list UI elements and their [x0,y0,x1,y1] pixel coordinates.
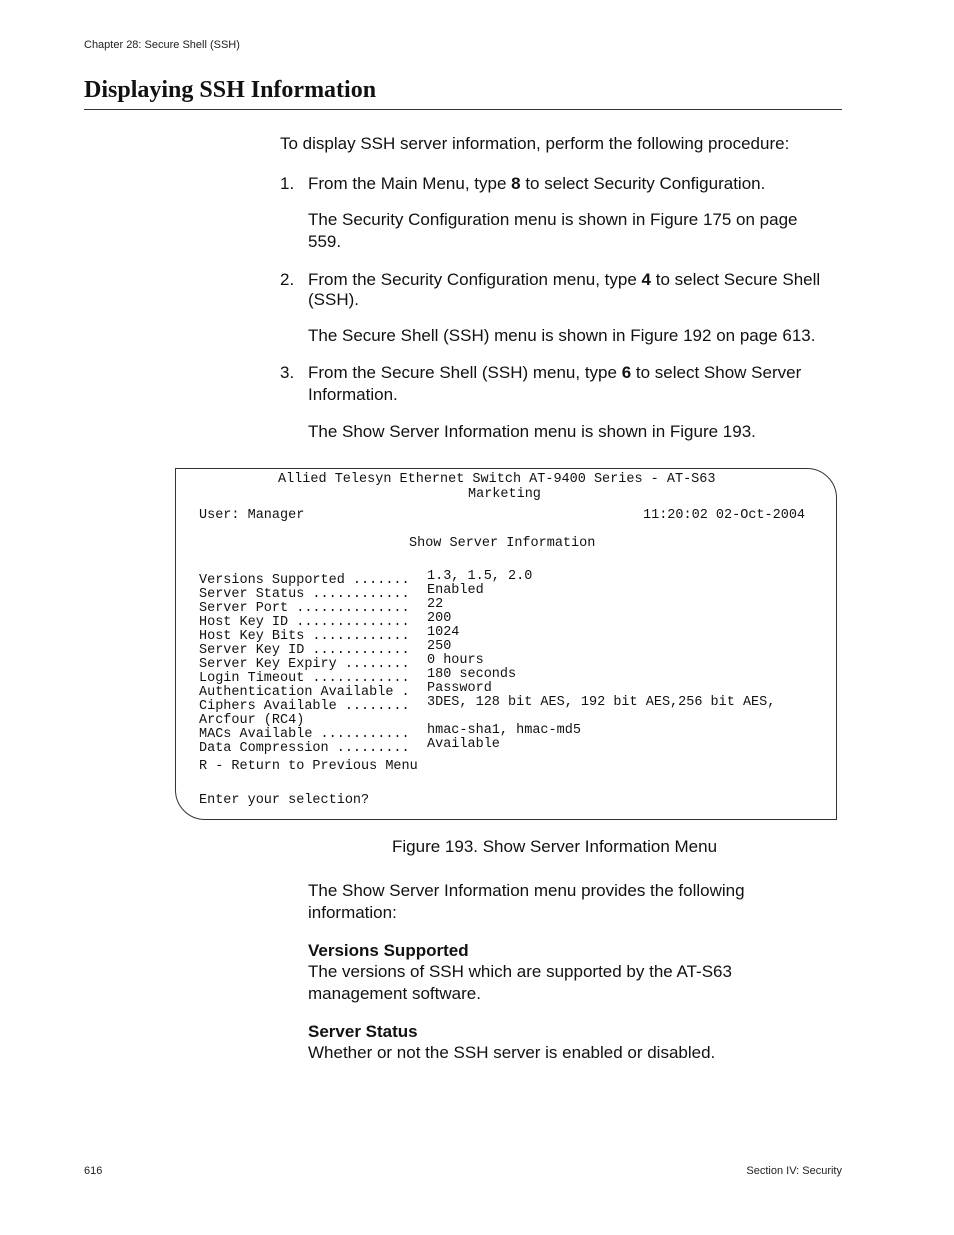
step-note: The Security Configuration menu is shown in Figure 175 on page [308,210,798,229]
step-note-cont: 559. [308,232,342,251]
step-key: 4 [641,270,652,289]
terminal-row-label: MACs Available ........... [199,727,410,742]
terminal-row [199,611,452,630]
step-text: From the Secure Shell (SSH) menu, type 6 to select Show Server [308,363,802,382]
field-definition-cont: management software. [308,984,481,1003]
field-term: Server Status [308,1022,418,1041]
terminal-row [199,695,776,714]
terminal-row-value: Available [427,737,500,752]
terminal-row-value: 1.3, 1.5, 2.0 [427,569,533,584]
terminal-menu-title: Show Server Information [409,536,596,551]
step-text-cont: Information. [308,385,398,404]
terminal-row [199,583,484,602]
terminal-row-value: 22 [427,597,444,612]
figure-caption: Figure 193. Show Server Information Menu [392,837,718,856]
description-text-cont: information: [308,903,397,922]
step-number: 3. [280,363,295,382]
terminal-row-value: 180 seconds [427,667,517,682]
terminal-row [199,569,533,588]
step-note: The Show Server Information menu is shown in Figure 193. [308,422,756,441]
terminal-row-label: Server Key ID ............ [199,643,410,658]
terminal-row [199,653,484,672]
step-key: 6 [621,363,632,382]
section-footer: Section IV: Security [746,1165,842,1177]
step-text: From the Security Configuration menu, type 4 to select Secure Shell [308,270,821,289]
terminal-row [199,597,444,616]
step-number: 1. [280,174,295,193]
field-definition: Whether or not the SSH server is enabled or disabled. [308,1043,716,1062]
page-title: Displaying SSH Information [84,77,377,103]
terminal-row-label: Host Key ID .............. [199,615,410,630]
terminal-row-label: Host Key Bits ............ [199,629,410,644]
step-text-cont: (SSH). [308,290,359,309]
title-rule [84,109,842,110]
terminal-row-value: 250 [427,639,452,654]
terminal-row-label: Server Port .............. [199,601,410,616]
terminal-row-value: hmac-sha1, hmac-md5 [427,723,581,738]
step-key: 8 [511,174,521,193]
page-number: 616 [84,1165,103,1177]
terminal-row-label: Data Compression ......... [199,741,410,756]
terminal-row-value: 3DES, 128 bit AES, 192 bit AES,256 bit AES, [427,695,776,710]
terminal-row [199,710,410,728]
step-number: 2. [280,270,295,289]
terminal-user: User: Manager [199,508,305,523]
terminal-row-label: Versions Supported ....... [199,573,410,588]
terminal-row-value: 0 hours [427,653,484,668]
terminal-row-label: Arcfour (RC4) [199,713,305,728]
chapter-header: Chapter 28: Secure Shell (SSH) [84,39,240,51]
terminal-datetime: 11:20:02 02-Oct-2004 [643,508,806,523]
terminal-prompt: Enter your selection? [199,793,370,808]
terminal-banner: Allied Telesyn Ethernet Switch AT-9400 Series - AT-S63 [278,472,716,487]
terminal-row [199,681,492,700]
terminal-row-value: 200 [427,611,452,626]
field-term: Versions Supported [308,941,469,960]
terminal-row-value: Password [427,681,492,696]
terminal-row [199,737,500,756]
step-text: From the Main Menu, type 8 to select Security Configuration. [308,174,766,193]
terminal-row [199,723,581,742]
terminal-row-value: 1024 [427,625,460,640]
field-definition: The versions of SSH which are supported by the AT-S63 [308,962,732,981]
terminal-info-rows [199,569,776,756]
terminal-row-value: Enabled [427,583,484,598]
terminal-row [199,625,460,644]
description-text: The Show Server Information menu provides the following [308,881,745,900]
terminal-row-label: Login Timeout ............ [199,671,410,686]
terminal-row-label: Server Key Expiry ........ [199,657,410,672]
step-note: The Secure Shell (SSH) menu is shown in Figure 192 on page 613. [308,326,816,345]
terminal-return-option: R - Return to Previous Menu [199,759,418,774]
terminal-row-label: Authentication Available . [199,685,410,700]
terminal-row-label: Server Status ............ [199,587,410,602]
terminal-banner-location: Marketing [468,487,541,502]
terminal-row [199,639,452,658]
intro-text: To display SSH server information, perform the following procedure: [280,134,790,153]
terminal-row-label: Ciphers Available ........ [199,699,410,714]
terminal-row [199,667,517,686]
